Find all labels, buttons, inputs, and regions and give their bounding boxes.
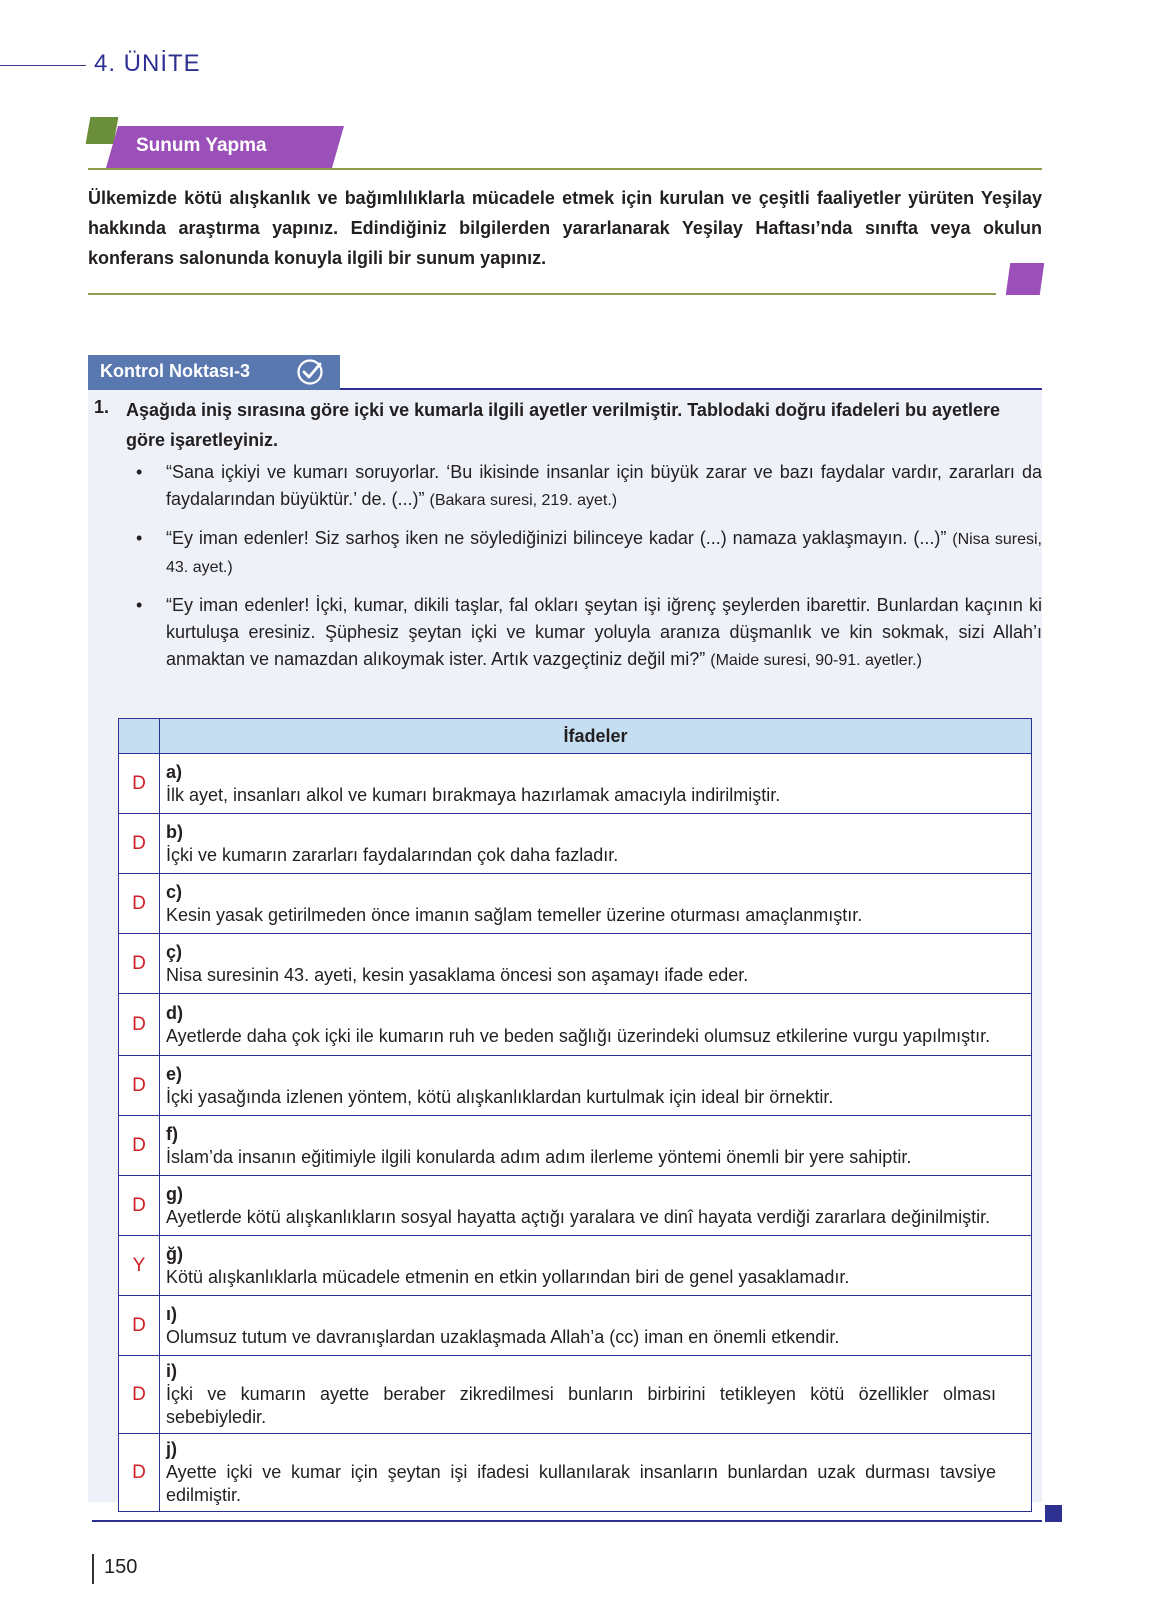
answer-cell[interactable]: D	[119, 874, 160, 934]
table-header: İfadeler	[160, 719, 1032, 754]
answer-cell[interactable]: D	[119, 934, 160, 994]
table-row	[119, 1116, 1032, 1176]
statement-cell	[160, 754, 1032, 814]
statement-label: i)	[166, 1361, 177, 1381]
statement-label: f)	[166, 1123, 178, 1144]
statement-text: İslam’da insanın eğitimiyle ilgili konularda adım adım ilerleme yöntemi önemli bir yere sahiptir.	[166, 1146, 912, 1167]
table-row	[119, 754, 1032, 814]
answer-cell[interactable]: D	[119, 994, 160, 1056]
statement-cell	[160, 874, 1032, 934]
page-number: 150	[104, 1556, 138, 1578]
statement-cell	[160, 814, 1032, 874]
verse-text: “Ey iman edenler! Siz sarhoş iken ne söylediğinizi bilinceye kadar (...) namaza yaklaşmayın. (...)”	[166, 528, 947, 548]
statement-label: d)	[166, 1002, 183, 1023]
statement-text: Olumsuz tutum ve davranışlardan uzaklaşmada Allah’a (cc) iman en önemli etkendir.	[166, 1326, 840, 1347]
bullet-icon: •	[136, 595, 143, 615]
check-circle-icon	[296, 358, 324, 386]
table-row	[119, 1356, 1032, 1434]
page-number-bar	[92, 1554, 94, 1584]
unit-title: 4. ÜNİTE	[94, 50, 201, 77]
table-row	[119, 1236, 1032, 1296]
footer-marker	[1045, 1505, 1062, 1522]
verse-text: “Ey iman edenler! İçki, kumar, dikili taşlar, fal okları şeytan işi iğrenç şeylerden ibarettir. Bunlardan kaçının ki kurtuluşa eresiniz. Şüphesiz şeytan içki ve kumar yoluyla aranıza düşmanlık ve kin sokmak, sizi Allah’ı anmaktan ve namazdan alıkoymak ister. Artık vazgeçtiniz değil mi?”	[166, 595, 1042, 669]
answer-cell[interactable]: D	[119, 754, 160, 814]
statement-cell	[160, 1176, 1032, 1236]
statement-cell	[160, 934, 1032, 994]
statement-text: Kesin yasak getirilmeden önce imanın sağlam temeller üzerine oturması amaçlanmıştır.	[166, 904, 863, 925]
statement-label: ç)	[166, 941, 183, 962]
sunum-title: Sunum Yapma	[136, 135, 267, 156]
answer-cell[interactable]: D	[119, 1176, 160, 1236]
question-text: Aşağıda iniş sırasına göre içki ve kumarla ilgili ayetler verilmiştir. Tablodaki doğru ifadeleri bu ayetlere göre işaretleyiniz.	[126, 400, 1001, 450]
bullet-icon: •	[136, 528, 143, 548]
verse-text: “Sana içkiyi ve kumarı soruyorlar. ‘Bu ikisinde insanlar için büyük zarar ve bazı faydalar vardır, zararları da faydalarından büyüktür.’ de. (...)”	[166, 462, 1042, 509]
statement-text: Ayetlerde kötü alışkanlıkların sosyal hayatta açtığı yaralara ve dinî hayata verdiği zararlara değinilmiştir.	[166, 1206, 991, 1227]
kontrol-title: Kontrol Noktası-3	[100, 361, 251, 381]
statement-text: Ayette içki ve kumar için şeytan işi ifadesi kullanılarak insanların bunlardan uzak durması tavsiye edilmiştir.	[166, 1462, 996, 1505]
statement-text: İçki ve kumarın zararları faydalarından çok daha fazladır.	[166, 844, 619, 865]
statement-cell	[160, 994, 1032, 1056]
statement-label: ğ)	[166, 1243, 183, 1264]
answer-cell[interactable]: D	[119, 814, 160, 874]
bullet-icon: •	[136, 462, 143, 482]
verse-item	[136, 459, 1042, 514]
kontrol-rule	[340, 388, 1042, 390]
statement-cell	[160, 1236, 1032, 1296]
statement-cell	[160, 1356, 1032, 1434]
header-rule	[0, 65, 86, 66]
statement-text: Ayetlerde daha çok içki ile kumarın ruh ve beden sağlığı üzerindeki olumsuz etkilerine vurgu yapılmıştır.	[166, 1025, 991, 1046]
answer-cell[interactable]: D	[119, 1296, 160, 1356]
verse-item	[136, 592, 1042, 674]
sunum-top-rule	[88, 168, 1042, 170]
statement-text: İçki ve kumarın ayette beraber zikredilmesi bunların birbirini tetikleyen kötü özellikler olması sebebiyledir.	[166, 1384, 996, 1427]
statement-label: a)	[166, 761, 183, 782]
verse-ref: (Nisa suresi, 43. ayet.)	[166, 531, 1042, 576]
answer-cell[interactable]: D	[119, 1116, 160, 1176]
statement-text: Nisa suresinin 43. ayeti, kesin yasaklama öncesi son aşamayı ifade eder.	[166, 964, 749, 985]
answer-cell[interactable]: D	[119, 1434, 160, 1512]
answer-cell[interactable]: D	[119, 1056, 160, 1116]
statement-cell	[160, 1434, 1032, 1512]
verse-item	[136, 525, 1042, 581]
footer-rule	[92, 1520, 1042, 1522]
table-row	[119, 874, 1032, 934]
answer-cell[interactable]: D	[119, 1356, 160, 1434]
table-row	[119, 994, 1032, 1056]
statement-cell	[160, 1056, 1032, 1116]
sunum-text: Ülkemizde kötü alışkanlık ve bağımlılıklarla mücadele etmek için kurulan ve çeşitli faaliyetler yürüten Yeşilay hakkında araştırma yapınız. Edindiğiniz bilgilerden yararlanarak Yeşilay Haftası’nda sınıfta veya okulun konferans salonunda konuyla ilgili bir sunum yapınız.	[88, 188, 1042, 268]
statement-text: İlk ayet, insanları alkol ve kumarı bırakmaya hazırlamak amacıyla indirilmiştir.	[166, 784, 781, 805]
ifadeler-table	[118, 718, 1032, 1512]
verse-ref: (Maide suresi, 90-91. ayetler.)	[710, 652, 922, 669]
statement-label: j)	[166, 1439, 177, 1459]
statement-cell	[160, 1116, 1032, 1176]
statement-cell	[160, 1296, 1032, 1356]
statement-label: e)	[166, 1063, 183, 1084]
statement-label: ı)	[166, 1303, 177, 1324]
answer-cell[interactable]: Y	[119, 1236, 160, 1296]
table-row	[119, 1176, 1032, 1236]
question-number: 1.	[94, 397, 110, 417]
table-row	[119, 934, 1032, 994]
table-row	[119, 1056, 1032, 1116]
statement-label: c)	[166, 881, 183, 902]
statement-label: b)	[166, 821, 183, 842]
verse-ref: (Bakara suresi, 219. ayet.)	[429, 492, 618, 509]
sunum-bottom-rule	[88, 293, 996, 295]
table-corner	[119, 719, 160, 754]
section-marker-purple	[1006, 263, 1044, 295]
table-row	[119, 1296, 1032, 1356]
table-row	[119, 1434, 1032, 1512]
statement-text: Kötü alışkanlıklarla mücadele etmenin en etkin yollarından biri de genel yasaklamadır.	[166, 1266, 850, 1287]
statement-label: g)	[166, 1183, 183, 1204]
table-row	[119, 814, 1032, 874]
statement-text: İçki yasağında izlenen yöntem, kötü alışkanlıklardan kurtulmak için ideal bir örnektir.	[166, 1086, 834, 1107]
